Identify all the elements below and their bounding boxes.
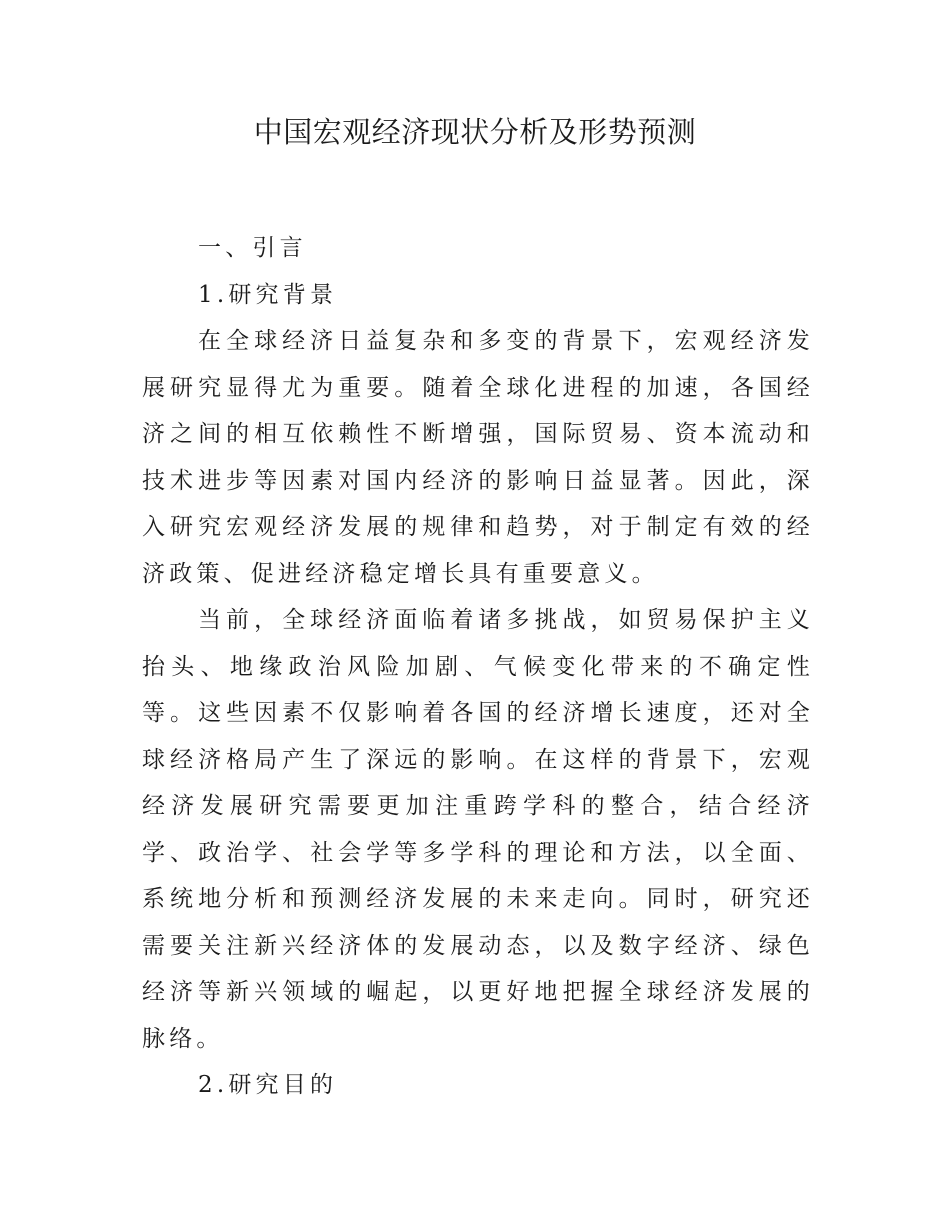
- subsection-heading-research-purpose: 2.研究目的: [198, 1072, 338, 1098]
- paragraph-background-2: 当前，全球经济面临着诸多挑战，如贸易保护主义抬头、地缘政治风险加剧、气候变化带来的不确定性等。这些因素不仅影响着各国的经济增长速度，还对全球经济格局产生了深远的影响。在这样的背景下，宏观经济发展研究需要更加注重跨学科的整合，结合经济学、政治学、社会学等多学科的理论和方法，以全面、系统地分析和预测经济发展的未来走向。同时，研究还需要关注新兴经济体的发展动态，以及数字经济、绿色经济等新兴领域的崛起，以更好地把握全球经济发展的脉络。: [142, 607, 814, 1052]
- section-heading-introduction: 一、引言: [198, 235, 307, 261]
- document-title: 中国宏观经济现状分析及形势预测: [253, 115, 697, 149]
- paragraph-background-1: 在全球经济日益复杂和多变的背景下，宏观经济发展研究显得尤为重要。随着全球化进程的加速，各国经济之间的相互依赖性不断增强，国际贸易、资本流动和技术进步等因素对国内经济的影响日益显著。因此，深入研究宏观经济发展的规律和趋势，对于制定有效的经济政策、促进经济稳定增长具有重要意义。: [142, 328, 814, 587]
- document-body: [142, 225, 814, 1109]
- subsection-heading-research-background: 1.研究背景: [198, 281, 338, 308]
